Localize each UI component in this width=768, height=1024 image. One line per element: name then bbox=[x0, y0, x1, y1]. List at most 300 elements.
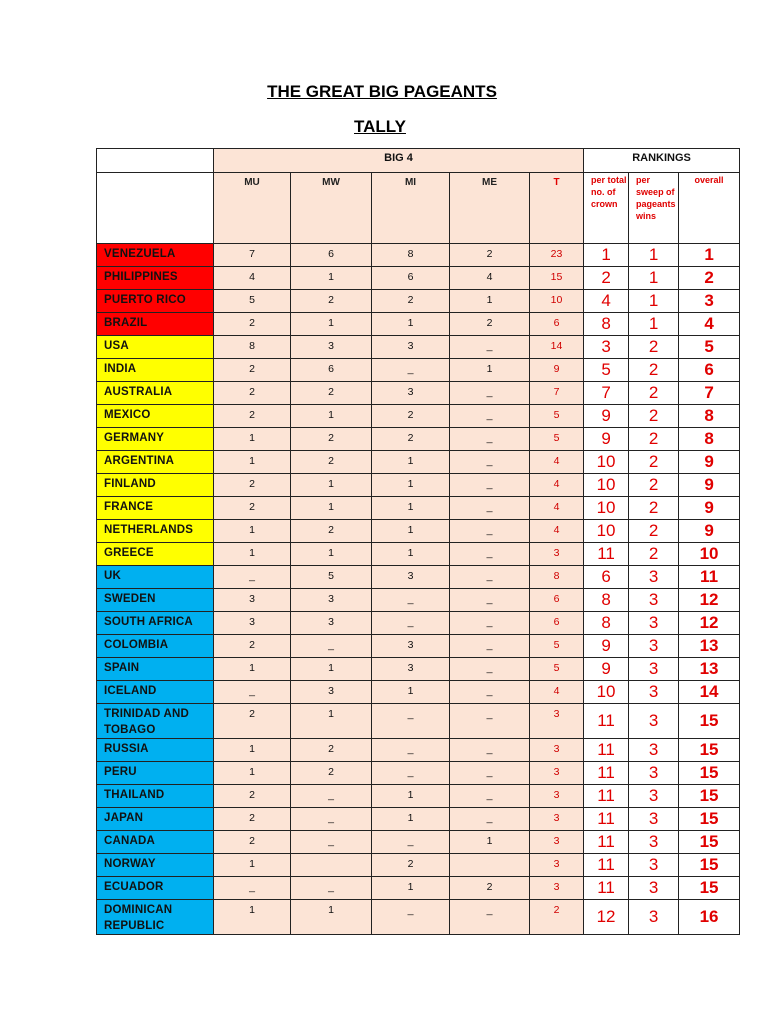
rank-overall: 11 bbox=[679, 566, 740, 589]
country-name: TRINIDAD AND TOBAGO bbox=[97, 704, 214, 739]
cell-mu: 1 bbox=[214, 658, 291, 681]
cell-mw: 2 bbox=[291, 428, 372, 451]
cell-mi: 3 bbox=[372, 566, 450, 589]
rank-overall: 15 bbox=[679, 704, 740, 739]
cell-mu: 1 bbox=[214, 428, 291, 451]
cell-mi: _ bbox=[372, 612, 450, 635]
cell-total: 5 bbox=[530, 428, 584, 451]
cell-me: _ bbox=[450, 635, 530, 658]
country-name: BRAZIL bbox=[97, 313, 214, 336]
rank-total-crowns: 11 bbox=[584, 831, 629, 854]
cell-mu: 2 bbox=[214, 808, 291, 831]
cell-total: 4 bbox=[530, 681, 584, 704]
rank-overall: 12 bbox=[679, 589, 740, 612]
country-name: VENEZUELA bbox=[97, 244, 214, 267]
table-row bbox=[97, 244, 740, 267]
country-name: SWEDEN bbox=[97, 589, 214, 612]
rank-total-crowns: 11 bbox=[584, 785, 629, 808]
cell-mu: 2 bbox=[214, 474, 291, 497]
cell-me: _ bbox=[450, 474, 530, 497]
cell-total: 5 bbox=[530, 405, 584, 428]
cell-mw: 1 bbox=[291, 313, 372, 336]
cell-total: 15 bbox=[530, 267, 584, 290]
cell-mw: 1 bbox=[291, 474, 372, 497]
rank-sweep: 3 bbox=[629, 808, 679, 831]
table-row bbox=[97, 900, 740, 935]
rank-sweep: 2 bbox=[629, 543, 679, 566]
cell-mw: _ bbox=[291, 785, 372, 808]
table-row bbox=[97, 681, 740, 704]
rank-overall: 15 bbox=[679, 739, 740, 762]
cell-mw: 2 bbox=[291, 762, 372, 785]
rank-overall: 10 bbox=[679, 543, 740, 566]
cell-mu: 1 bbox=[214, 543, 291, 566]
cell-me: 2 bbox=[450, 877, 530, 900]
rank-total-crowns: 5 bbox=[584, 359, 629, 382]
rank-total-crowns: 11 bbox=[584, 704, 629, 739]
cell-mi: 1 bbox=[372, 681, 450, 704]
rank-sweep: 2 bbox=[629, 451, 679, 474]
cell-mu: 2 bbox=[214, 497, 291, 520]
country-name: COLOMBIA bbox=[97, 635, 214, 658]
cell-mw: _ bbox=[291, 808, 372, 831]
cell-mw: 2 bbox=[291, 290, 372, 313]
rank-overall: 2 bbox=[679, 267, 740, 290]
table-row bbox=[97, 497, 740, 520]
rank-total-crowns: 11 bbox=[584, 543, 629, 566]
cell-mi: 2 bbox=[372, 405, 450, 428]
rank-total-crowns: 9 bbox=[584, 635, 629, 658]
table-row bbox=[97, 831, 740, 854]
cell-mu: 2 bbox=[214, 313, 291, 336]
cell-mw: 1 bbox=[291, 497, 372, 520]
country-name: AUSTRALIA bbox=[97, 382, 214, 405]
page-subtitle: TALLY bbox=[354, 117, 406, 136]
rank-total-crowns: 10 bbox=[584, 520, 629, 543]
rank-sweep: 1 bbox=[629, 290, 679, 313]
col-header-me: ME bbox=[450, 173, 530, 244]
cell-mu: 2 bbox=[214, 831, 291, 854]
rank-overall: 13 bbox=[679, 635, 740, 658]
rank-overall: 15 bbox=[679, 831, 740, 854]
cell-mu: 3 bbox=[214, 612, 291, 635]
tally-table bbox=[96, 148, 740, 935]
cell-total: 4 bbox=[530, 497, 584, 520]
rank-overall: 8 bbox=[679, 405, 740, 428]
cell-mi: 6 bbox=[372, 267, 450, 290]
cell-mi: _ bbox=[372, 831, 450, 854]
cell-mi: 1 bbox=[372, 543, 450, 566]
cell-total: 4 bbox=[530, 520, 584, 543]
rank-total-crowns: 10 bbox=[584, 451, 629, 474]
rank-sweep: 2 bbox=[629, 382, 679, 405]
cell-me: _ bbox=[450, 428, 530, 451]
cell-me: _ bbox=[450, 589, 530, 612]
rank-sweep: 2 bbox=[629, 405, 679, 428]
cell-mi: _ bbox=[372, 359, 450, 382]
cell-me: 2 bbox=[450, 244, 530, 267]
cell-mi: 1 bbox=[372, 313, 450, 336]
cell-mi: _ bbox=[372, 900, 450, 935]
rank-sweep: 3 bbox=[629, 635, 679, 658]
country-name: PHILIPPINES bbox=[97, 267, 214, 290]
cell-total: 2 bbox=[530, 900, 584, 935]
col-header-t: T bbox=[530, 173, 584, 244]
cell-me: _ bbox=[450, 612, 530, 635]
rank-overall: 5 bbox=[679, 336, 740, 359]
country-name: INDIA bbox=[97, 359, 214, 382]
rank-overall: 15 bbox=[679, 785, 740, 808]
cell-me: _ bbox=[450, 704, 530, 739]
cell-mu: 1 bbox=[214, 854, 291, 877]
cell-total: 3 bbox=[530, 543, 584, 566]
cell-mu: 2 bbox=[214, 359, 291, 382]
cell-me: _ bbox=[450, 382, 530, 405]
cell-total: 5 bbox=[530, 635, 584, 658]
cell-mu: 2 bbox=[214, 704, 291, 739]
corner-cell-2 bbox=[97, 173, 214, 244]
country-name: FRANCE bbox=[97, 497, 214, 520]
rank-overall: 9 bbox=[679, 497, 740, 520]
table-row bbox=[97, 808, 740, 831]
cell-mi: 3 bbox=[372, 382, 450, 405]
rank-sweep: 2 bbox=[629, 474, 679, 497]
cell-mi: 1 bbox=[372, 474, 450, 497]
rank-overall: 7 bbox=[679, 382, 740, 405]
group-header-big4: BIG 4 bbox=[214, 149, 584, 173]
table-row bbox=[97, 336, 740, 359]
rank-sweep: 3 bbox=[629, 739, 679, 762]
cell-mu: 1 bbox=[214, 520, 291, 543]
cell-mu: 1 bbox=[214, 451, 291, 474]
cell-mw: 3 bbox=[291, 612, 372, 635]
cell-total: 3 bbox=[530, 704, 584, 739]
country-name: PUERTO RICO bbox=[97, 290, 214, 313]
cell-mu: 2 bbox=[214, 785, 291, 808]
rank-sweep: 3 bbox=[629, 681, 679, 704]
rank-sweep: 3 bbox=[629, 831, 679, 854]
country-name: THAILAND bbox=[97, 785, 214, 808]
rank-overall: 1 bbox=[679, 244, 740, 267]
country-name: SOUTH AFRICA bbox=[97, 612, 214, 635]
cell-me: _ bbox=[450, 497, 530, 520]
cell-me: 1 bbox=[450, 831, 530, 854]
rank-sweep: 3 bbox=[629, 612, 679, 635]
country-name: ARGENTINA bbox=[97, 451, 214, 474]
cell-total: 3 bbox=[530, 739, 584, 762]
rank-overall: 15 bbox=[679, 762, 740, 785]
rank-sweep: 3 bbox=[629, 877, 679, 900]
cell-total: 8 bbox=[530, 566, 584, 589]
corner-cell bbox=[97, 149, 214, 173]
country-name: ECUADOR bbox=[97, 877, 214, 900]
rank-total-crowns: 9 bbox=[584, 428, 629, 451]
table-row bbox=[97, 428, 740, 451]
cell-mi: _ bbox=[372, 739, 450, 762]
rank-total-crowns: 10 bbox=[584, 474, 629, 497]
cell-total: 3 bbox=[530, 762, 584, 785]
cell-mi: 3 bbox=[372, 635, 450, 658]
cell-mu: 1 bbox=[214, 762, 291, 785]
rank-total-crowns: 11 bbox=[584, 762, 629, 785]
cell-me: 2 bbox=[450, 313, 530, 336]
cell-mu: 2 bbox=[214, 635, 291, 658]
cell-total: 4 bbox=[530, 474, 584, 497]
rank-total-crowns: 7 bbox=[584, 382, 629, 405]
cell-mw: 6 bbox=[291, 244, 372, 267]
rank-overall: 9 bbox=[679, 451, 740, 474]
table-row bbox=[97, 290, 740, 313]
cell-mw: 3 bbox=[291, 589, 372, 612]
cell-mu: 4 bbox=[214, 267, 291, 290]
cell-total: 3 bbox=[530, 854, 584, 877]
table-row bbox=[97, 762, 740, 785]
cell-mi: 2 bbox=[372, 854, 450, 877]
rank-total-crowns: 8 bbox=[584, 313, 629, 336]
rank-overall: 9 bbox=[679, 520, 740, 543]
rank-total-crowns: 4 bbox=[584, 290, 629, 313]
cell-total: 14 bbox=[530, 336, 584, 359]
rank-header-overall: overall bbox=[679, 173, 740, 244]
cell-total: 4 bbox=[530, 451, 584, 474]
rank-total-crowns: 11 bbox=[584, 808, 629, 831]
cell-me: _ bbox=[450, 566, 530, 589]
cell-mi: _ bbox=[372, 589, 450, 612]
rank-total-crowns: 8 bbox=[584, 589, 629, 612]
table-row bbox=[97, 566, 740, 589]
cell-mi: 1 bbox=[372, 785, 450, 808]
cell-mu: _ bbox=[214, 877, 291, 900]
cell-mw: 3 bbox=[291, 336, 372, 359]
rank-overall: 15 bbox=[679, 877, 740, 900]
cell-mw bbox=[291, 854, 372, 877]
cell-me: _ bbox=[450, 543, 530, 566]
cell-mi: 1 bbox=[372, 520, 450, 543]
rank-sweep: 3 bbox=[629, 566, 679, 589]
cell-mw: 1 bbox=[291, 405, 372, 428]
cell-mw: 2 bbox=[291, 739, 372, 762]
rank-total-crowns: 9 bbox=[584, 658, 629, 681]
cell-mw: 2 bbox=[291, 451, 372, 474]
rank-total-crowns: 9 bbox=[584, 405, 629, 428]
group-header-rankings: RANKINGS bbox=[584, 149, 740, 173]
rank-sweep: 3 bbox=[629, 589, 679, 612]
cell-mw: _ bbox=[291, 831, 372, 854]
cell-mi: 3 bbox=[372, 336, 450, 359]
table-row bbox=[97, 267, 740, 290]
cell-me: _ bbox=[450, 336, 530, 359]
table-row bbox=[97, 739, 740, 762]
table-row bbox=[97, 313, 740, 336]
rank-sweep: 3 bbox=[629, 854, 679, 877]
table-row bbox=[97, 520, 740, 543]
rank-total-crowns: 10 bbox=[584, 681, 629, 704]
rank-sweep: 2 bbox=[629, 428, 679, 451]
cell-me: _ bbox=[450, 900, 530, 935]
rank-overall: 16 bbox=[679, 900, 740, 935]
col-header-mu: MU bbox=[214, 173, 291, 244]
rank-overall: 15 bbox=[679, 854, 740, 877]
cell-total: 6 bbox=[530, 313, 584, 336]
cell-mu: 2 bbox=[214, 382, 291, 405]
cell-mu: _ bbox=[214, 681, 291, 704]
rank-sweep: 2 bbox=[629, 336, 679, 359]
cell-me: _ bbox=[450, 405, 530, 428]
cell-mu: 7 bbox=[214, 244, 291, 267]
country-name: FINLAND bbox=[97, 474, 214, 497]
country-name: GREECE bbox=[97, 543, 214, 566]
cell-total: 3 bbox=[530, 877, 584, 900]
cell-total: 9 bbox=[530, 359, 584, 382]
cell-mu: _ bbox=[214, 566, 291, 589]
table-row bbox=[97, 877, 740, 900]
country-name: GERMANY bbox=[97, 428, 214, 451]
cell-me: 4 bbox=[450, 267, 530, 290]
rank-sweep: 3 bbox=[629, 762, 679, 785]
cell-me: 1 bbox=[450, 359, 530, 382]
rank-sweep: 1 bbox=[629, 313, 679, 336]
rank-total-crowns: 11 bbox=[584, 854, 629, 877]
cell-mu: 1 bbox=[214, 739, 291, 762]
country-name: UK bbox=[97, 566, 214, 589]
cell-mi: _ bbox=[372, 762, 450, 785]
country-name: SPAIN bbox=[97, 658, 214, 681]
table-row bbox=[97, 474, 740, 497]
cell-me: 1 bbox=[450, 290, 530, 313]
cell-mw: _ bbox=[291, 635, 372, 658]
rank-total-crowns: 1 bbox=[584, 244, 629, 267]
cell-me: _ bbox=[450, 520, 530, 543]
country-name: RUSSIA bbox=[97, 739, 214, 762]
page-title: THE GREAT BIG PAGEANTS bbox=[267, 82, 497, 101]
rank-overall: 9 bbox=[679, 474, 740, 497]
cell-mu: 2 bbox=[214, 405, 291, 428]
cell-me: _ bbox=[450, 739, 530, 762]
cell-total: 23 bbox=[530, 244, 584, 267]
rank-sweep: 2 bbox=[629, 497, 679, 520]
country-name: DOMINICAN REPUBLIC bbox=[97, 900, 214, 935]
cell-mi: 2 bbox=[372, 428, 450, 451]
rank-sweep: 3 bbox=[629, 785, 679, 808]
country-name: NETHERLANDS bbox=[97, 520, 214, 543]
cell-mu: 8 bbox=[214, 336, 291, 359]
cell-me bbox=[450, 854, 530, 877]
country-name: NORWAY bbox=[97, 854, 214, 877]
table-row bbox=[97, 589, 740, 612]
rank-total-crowns: 2 bbox=[584, 267, 629, 290]
cell-total: 5 bbox=[530, 658, 584, 681]
rank-overall: 6 bbox=[679, 359, 740, 382]
table-row bbox=[97, 658, 740, 681]
rank-sweep: 3 bbox=[629, 900, 679, 935]
cell-mi: 2 bbox=[372, 290, 450, 313]
rank-overall: 14 bbox=[679, 681, 740, 704]
country-name: MEXICO bbox=[97, 405, 214, 428]
cell-total: 3 bbox=[530, 785, 584, 808]
col-header-mi: MI bbox=[372, 173, 450, 244]
rank-sweep: 3 bbox=[629, 704, 679, 739]
cell-total: 3 bbox=[530, 808, 584, 831]
rank-overall: 3 bbox=[679, 290, 740, 313]
rank-total-crowns: 11 bbox=[584, 877, 629, 900]
rank-overall: 4 bbox=[679, 313, 740, 336]
rank-header-sweep: per sweep of pageants wins bbox=[629, 173, 679, 244]
rank-sweep: 2 bbox=[629, 359, 679, 382]
cell-mi: 1 bbox=[372, 877, 450, 900]
table-row bbox=[97, 704, 740, 739]
country-name: PERU bbox=[97, 762, 214, 785]
table-row bbox=[97, 854, 740, 877]
cell-mw: 1 bbox=[291, 267, 372, 290]
cell-mu: 5 bbox=[214, 290, 291, 313]
cell-total: 6 bbox=[530, 589, 584, 612]
rank-sweep: 2 bbox=[629, 520, 679, 543]
table-row bbox=[97, 405, 740, 428]
rank-overall: 12 bbox=[679, 612, 740, 635]
rank-total-crowns: 6 bbox=[584, 566, 629, 589]
cell-mw: 2 bbox=[291, 520, 372, 543]
table-row bbox=[97, 785, 740, 808]
rank-sweep: 3 bbox=[629, 658, 679, 681]
table-row bbox=[97, 543, 740, 566]
rank-overall: 15 bbox=[679, 808, 740, 831]
cell-total: 6 bbox=[530, 612, 584, 635]
cell-mu: 3 bbox=[214, 589, 291, 612]
rank-total-crowns: 8 bbox=[584, 612, 629, 635]
cell-mw: _ bbox=[291, 877, 372, 900]
cell-mw: 1 bbox=[291, 658, 372, 681]
cell-total: 7 bbox=[530, 382, 584, 405]
table-row bbox=[97, 359, 740, 382]
country-name: ICELAND bbox=[97, 681, 214, 704]
rank-total-crowns: 12 bbox=[584, 900, 629, 935]
rank-total-crowns: 11 bbox=[584, 739, 629, 762]
cell-mw: 1 bbox=[291, 900, 372, 935]
cell-me: _ bbox=[450, 658, 530, 681]
col-header-mw: MW bbox=[291, 173, 372, 244]
table-row bbox=[97, 612, 740, 635]
cell-mi: _ bbox=[372, 704, 450, 739]
cell-me: _ bbox=[450, 785, 530, 808]
rank-total-crowns: 3 bbox=[584, 336, 629, 359]
country-name: JAPAN bbox=[97, 808, 214, 831]
rank-sweep: 1 bbox=[629, 267, 679, 290]
table-row bbox=[97, 635, 740, 658]
cell-mw: 1 bbox=[291, 704, 372, 739]
cell-me: _ bbox=[450, 762, 530, 785]
table-row bbox=[97, 451, 740, 474]
cell-mu: 1 bbox=[214, 900, 291, 935]
cell-me: _ bbox=[450, 451, 530, 474]
cell-mw: 2 bbox=[291, 382, 372, 405]
cell-mw: 6 bbox=[291, 359, 372, 382]
rank-header-total-crowns: per total no. of crown bbox=[584, 173, 629, 244]
rank-total-crowns: 10 bbox=[584, 497, 629, 520]
cell-mw: 1 bbox=[291, 543, 372, 566]
rank-overall: 13 bbox=[679, 658, 740, 681]
cell-me: _ bbox=[450, 808, 530, 831]
cell-total: 3 bbox=[530, 831, 584, 854]
cell-me: _ bbox=[450, 681, 530, 704]
cell-mi: 1 bbox=[372, 451, 450, 474]
cell-mi: 1 bbox=[372, 808, 450, 831]
cell-mw: 5 bbox=[291, 566, 372, 589]
cell-mw: 3 bbox=[291, 681, 372, 704]
cell-mi: 8 bbox=[372, 244, 450, 267]
rank-sweep: 1 bbox=[629, 244, 679, 267]
cell-mi: 1 bbox=[372, 497, 450, 520]
cell-mi: 3 bbox=[372, 658, 450, 681]
